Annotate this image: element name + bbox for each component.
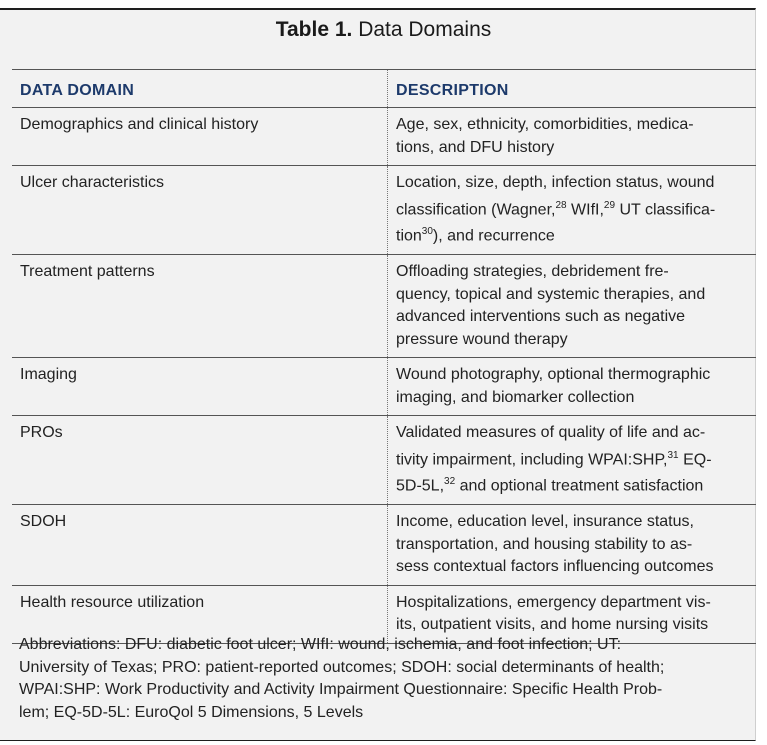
description-line: imaging, and biomarker collection [396, 388, 635, 406]
description-cell [388, 358, 757, 416]
description-cell [388, 416, 757, 505]
abbreviations-line: lem; EQ-5D-5L: EuroQol 5 Dimensions, 5 Levels [19, 703, 364, 721]
data-domains-table [12, 69, 756, 644]
description-line: tion$^{30}$), and recurrence [396, 226, 555, 245]
table-row [12, 416, 756, 505]
description-line: Validated measures of quality of life and ac- [396, 424, 706, 442]
description-line: Location, size, depth, infection status, wound [396, 174, 715, 191]
description-line: its, outpatient visits, and home nursing visits [396, 616, 709, 634]
description-line: classification (Wagner,$^{28}$ WIfI,$^{29}$ UT classifica- [396, 199, 716, 218]
description-line: transportation, and housing stability to as- [396, 535, 693, 553]
description-cell [388, 505, 757, 586]
description-line: pressure wound therapy [396, 330, 568, 348]
description-line: Income, education level, insurance status, [396, 513, 694, 531]
table-row [12, 505, 756, 586]
table-row [12, 166, 756, 255]
abbreviations-line: University of Texas; PRO: patient-reported outcomes; SDOH: social determinants of health; [19, 658, 665, 676]
description-line: 5D-5L,$^{32}$ and optional treatment satisfaction [396, 476, 704, 495]
description-line: Hospitalizations, emergency department vis- [396, 593, 711, 611]
abbreviations-note [19, 634, 744, 724]
description-line: Age, sex, ethnicity, comorbidities, medica- [396, 116, 694, 133]
column-header-description: DESCRIPTION [388, 70, 757, 108]
domain-cell: Ulcer characteristics [12, 166, 388, 255]
domain-cell: Health resource utilization [12, 585, 388, 643]
description-cell [388, 108, 757, 166]
description-line: Offloading strategies, debridement fre- [396, 263, 669, 281]
description-cell [388, 255, 757, 358]
table-row [12, 358, 756, 416]
domain-cell: SDOH [12, 505, 388, 586]
table-row [12, 108, 756, 166]
description-line: Wound photography, optional thermographic [396, 366, 711, 384]
description-cell [388, 166, 757, 255]
description-line: tivity impairment, including WPAI:SHP,$^{31}$ EQ- [396, 449, 712, 468]
table-number: Table 1. [275, 18, 353, 41]
domain-cell: Demographics and clinical history [12, 108, 388, 166]
table-row [12, 255, 756, 358]
abbreviations-line: Abbreviations: DFU: diabetic foot ulcer; WIfI: wound, ischemia, and foot infection; UT: [19, 636, 622, 653]
table-title [0, 18, 767, 42]
column-header-domain: DATA DOMAIN [12, 70, 388, 108]
abbreviations-line: WPAI:SHP: Work Productivity and Activity Impairment Questionnaire: Specific Health Prob- [19, 681, 663, 698]
domain-cell: Treatment patterns [12, 255, 388, 358]
description-line: quency, topical and systemic therapies, and [396, 285, 706, 303]
description-line: sess contextual factors influencing outcomes [396, 558, 714, 576]
domain-cell: PROs [12, 416, 388, 505]
header-row [12, 70, 756, 108]
table-caption: Data Domains [358, 18, 492, 41]
description-line: tions, and DFU history [396, 138, 555, 156]
domain-cell: Imaging [12, 358, 388, 416]
description-line: advanced interventions such as negative [396, 308, 686, 326]
